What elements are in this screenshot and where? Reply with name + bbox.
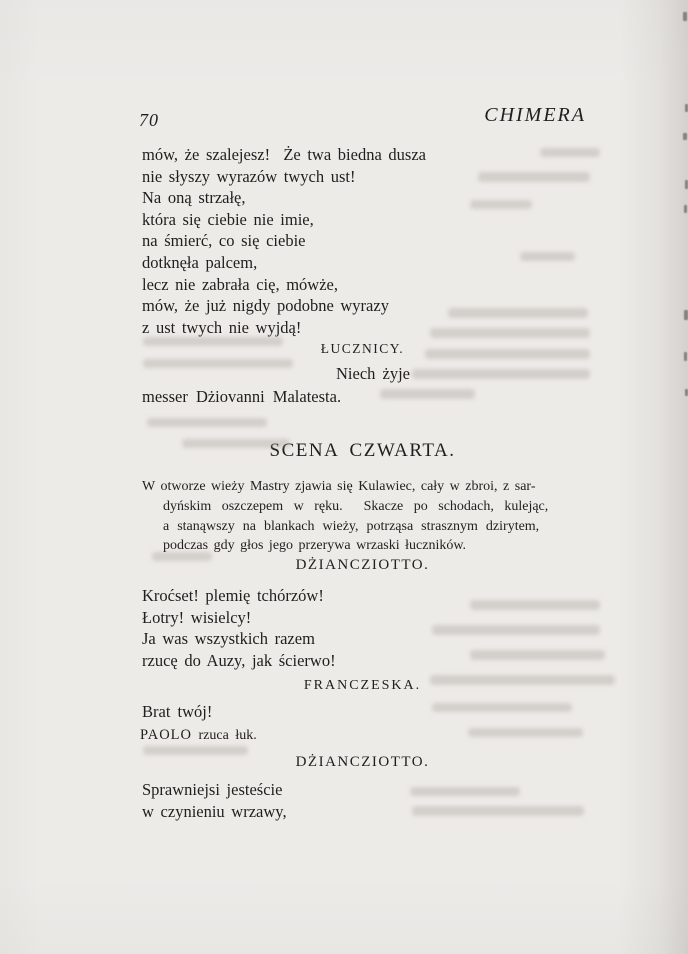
verse-line: w czynieniu wrzawy, bbox=[142, 801, 287, 821]
verse-line: Sprawniejsi jesteście bbox=[142, 780, 283, 799]
stage-direction-line: dyńskim oszczepem w ręku. Skacze po schodach, kulejąc, bbox=[163, 498, 549, 514]
stage-direction bbox=[142, 477, 588, 556]
scene-heading: SCENA CZWARTA. bbox=[269, 440, 456, 461]
ghost-text-smudge bbox=[520, 252, 575, 261]
ghost-text-smudge bbox=[470, 650, 605, 660]
paolo-stage-direction bbox=[140, 727, 257, 744]
ghost-text-smudge bbox=[410, 787, 520, 796]
ghost-text-smudge bbox=[470, 600, 600, 610]
speaker-heading-dzianciotto: DŻIANCZIOTTO. bbox=[295, 754, 430, 770]
verse-line: mów, że szalejesz! Że twa biedna dusza bbox=[142, 145, 426, 164]
ghost-text-smudge bbox=[412, 806, 584, 816]
stage-direction-line: W otworze wieży Mastry zjawia się Kulawiec, cały w zbroi, z sar- bbox=[142, 479, 536, 494]
ghost-text-smudge bbox=[182, 439, 290, 448]
verse-line: Ja was wszystkich razem bbox=[142, 629, 315, 649]
ghost-text-smudge bbox=[432, 703, 572, 712]
running-title: CHIMERA bbox=[484, 104, 586, 126]
verse-line: nie słyszy wyrazów twych ust! bbox=[142, 166, 356, 186]
ghost-text-smudge bbox=[425, 349, 590, 359]
stage-action: rzuca łuk. bbox=[198, 728, 257, 743]
verse-line: z ust twych nie wyjdą! bbox=[142, 317, 302, 337]
verse-line: która się ciebie nie imie, bbox=[142, 209, 314, 229]
ghost-text-smudge bbox=[468, 728, 583, 737]
verse-line: messer Dżiovanni Malatesta. bbox=[142, 387, 342, 406]
verse-line: Łotry! wisielcy! bbox=[142, 607, 252, 627]
page-edge-speck bbox=[683, 12, 687, 21]
speaker-heading-dzianciotto: DŻIANCZIOTTO. bbox=[295, 557, 430, 573]
verse-line: na śmierć, co się ciebie bbox=[142, 231, 306, 251]
ghost-text-smudge bbox=[430, 675, 615, 685]
ghost-text-smudge bbox=[412, 369, 590, 379]
ghost-text-smudge bbox=[380, 389, 475, 399]
verse-line-indented: Niech żyje bbox=[336, 364, 411, 383]
verse-line: mów, że już nigdy podobne wyrazy bbox=[142, 296, 389, 316]
speaker-heading-franczeska: FRANCZESKA. bbox=[303, 678, 422, 693]
ghost-text-smudge bbox=[432, 625, 600, 635]
ghost-text-smudge bbox=[430, 328, 590, 338]
stage-direction-line: a stanąwszy na blankach wieży, potrząsa strasznym dzirytem, bbox=[163, 518, 540, 534]
verse-line: rzucę do Auzy, jak ścierwo! bbox=[142, 650, 336, 670]
page-edge-speck bbox=[684, 352, 687, 361]
ghost-text-smudge bbox=[143, 337, 283, 346]
page-edge-speck bbox=[684, 310, 688, 320]
verse-line: dotknęła palcem, bbox=[142, 252, 258, 272]
ghost-text-smudge bbox=[478, 172, 590, 182]
character-name: PAOLO bbox=[140, 727, 193, 743]
franczeska-line: Brat twój! bbox=[142, 702, 213, 721]
dzianciotto-speech bbox=[142, 585, 336, 671]
ghost-text-smudge bbox=[540, 148, 600, 157]
ghost-text-smudge bbox=[448, 308, 588, 318]
ghost-text-smudge bbox=[470, 200, 532, 209]
ghost-text-smudge bbox=[152, 552, 212, 561]
stage-direction-line: podczas gdy głos jego przerywa wrzaski łuczników. bbox=[163, 538, 467, 554]
verse-line: lecz nie zabrała cię, mówże, bbox=[142, 274, 338, 294]
page-edge-speck bbox=[683, 133, 687, 140]
verse-line: Kroćset! plemię tchórzów! bbox=[142, 586, 324, 605]
opening-speech bbox=[142, 144, 426, 338]
speaker-heading-lucznicy: ŁUCZNICY. bbox=[320, 341, 405, 356]
verse-line: Na oną strzałę, bbox=[142, 188, 246, 208]
dzianciotto-speech bbox=[142, 779, 287, 822]
page-edge-speck bbox=[684, 205, 687, 213]
ghost-text-smudge bbox=[143, 746, 248, 755]
page-number: 70 bbox=[139, 110, 159, 130]
ghost-text-smudge bbox=[147, 418, 267, 427]
ghost-text-smudge bbox=[143, 359, 293, 368]
